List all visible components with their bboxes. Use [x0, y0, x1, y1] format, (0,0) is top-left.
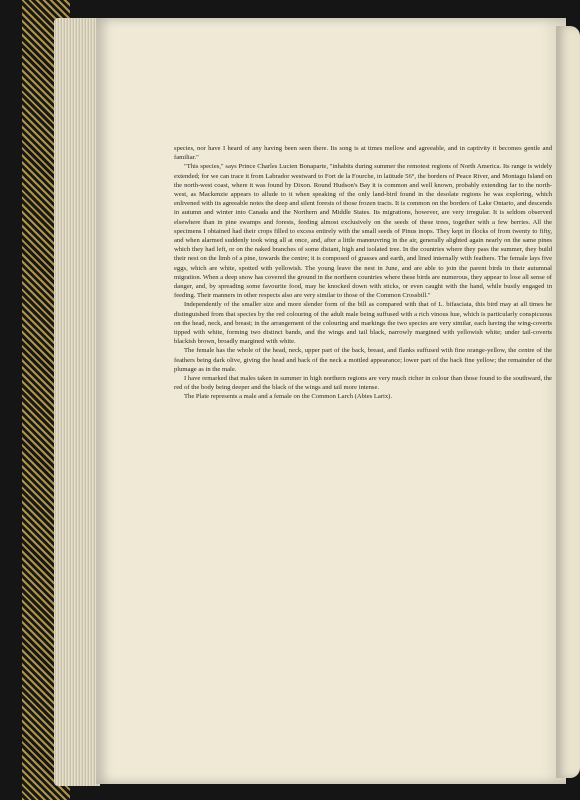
paragraph-6: The Plate represents a male and a female on the Common Larch (Abies Larix).: [184, 393, 392, 401]
page-stack-edge: [54, 18, 100, 786]
body-text: [174, 144, 552, 402]
paragraph-2: "This species," says Prince Charles Lucien Bonaparte, "inhabits during summer the remotest regions of North America. Its range is widely extended; for we can trace it from Labrador westward to Fort de la Fourche, in latitude 56°, the borders of Peace River, and Montagu Island on the north-west coast, where it was found by Dixon. Round Hudson's Bay it is common and well known, probably extending far to the north-west, as Mackenzie appears to allude to it when speaking of the only land-bird found in the desolate regions he was exploring, which enlivened with its agreeable notes the deep and silent forests of those frozen tracts. It is common on the borders of Lake Ontario, and descends in autumn and winter into Canada and the Northern and Middle States. Its migrations, however, are very irregular. It is seldom observed elsewhere than in pine swamps and forests, feeding almost exclusively on the seeds of these trees, together with a few berries. All the specimens I obtained had their crops filled to excess entirely with the small seeds of Pinus inops. They kept in flocks of from twenty to fifty, and when alarmed suddenly took wing all at once, and, after a little manœuvring in the air, generally alighted again nearly on the same pines which they had left, or on the naked branches of some distant, high and isolated tree. In the countries where they pass the summer, they build their nest on the limb of a pine, towards the centre; it is composed of grasses and earth, and lined internally with feathers. The female lays five eggs, which are white, spotted with yellowish. The young leave the nest in June, and are able to join the parent birds in their autumnal migration. When a deep snow has covered the ground in the northern countries where these birds are numerous, they appear to lose all sense of danger, and, by spreading some favourite food, may be knocked down with sticks, or even caught with the hand, while busily engaged in feeding. Their manners in other respects also are very similar to those of the Common Crossbill.": [174, 163, 552, 300]
paragraph-5: I have remarked that males taken in summer in high northern regions are very much richer in colour than those found to the southward, the red of the body being deeper and the black of the wings and tail more intense.: [174, 375, 552, 392]
facing-page-edge: [556, 26, 580, 778]
paragraph-3: Independently of the smaller size and more slender form of the bill as compared with that of L. bifasciata, this bird may at all times be distinguished from that species by the red colouring of the adult male being suffused with a rich vinous hue, which is particularly conspicuous on the head, neck, and breast; in the arrangement of the colouring and markings the two species are very similar, each having the wing-coverts tipped with white, forming two distinct bands, and the wings and tail black, narrowly margined with yellowish white; under tail-coverts blackish brown, broadly margined with white.: [174, 301, 552, 346]
book-page: [96, 18, 566, 784]
paragraph-4: The female has the whole of the head, neck, upper part of the back, breast, and flanks suffused with fine orange-yellow, the centre of the feathers being dark olive, giving the head and back of the neck a mottled appearance; lower part of the back fine yellow; the remainder of the plumage as in the male.: [174, 347, 552, 373]
paragraph-1: species, nor have I heard of any having been seen there. Its song is at times mellow and agreeable, and in captivity it becomes gentle and familiar.": [174, 145, 552, 162]
